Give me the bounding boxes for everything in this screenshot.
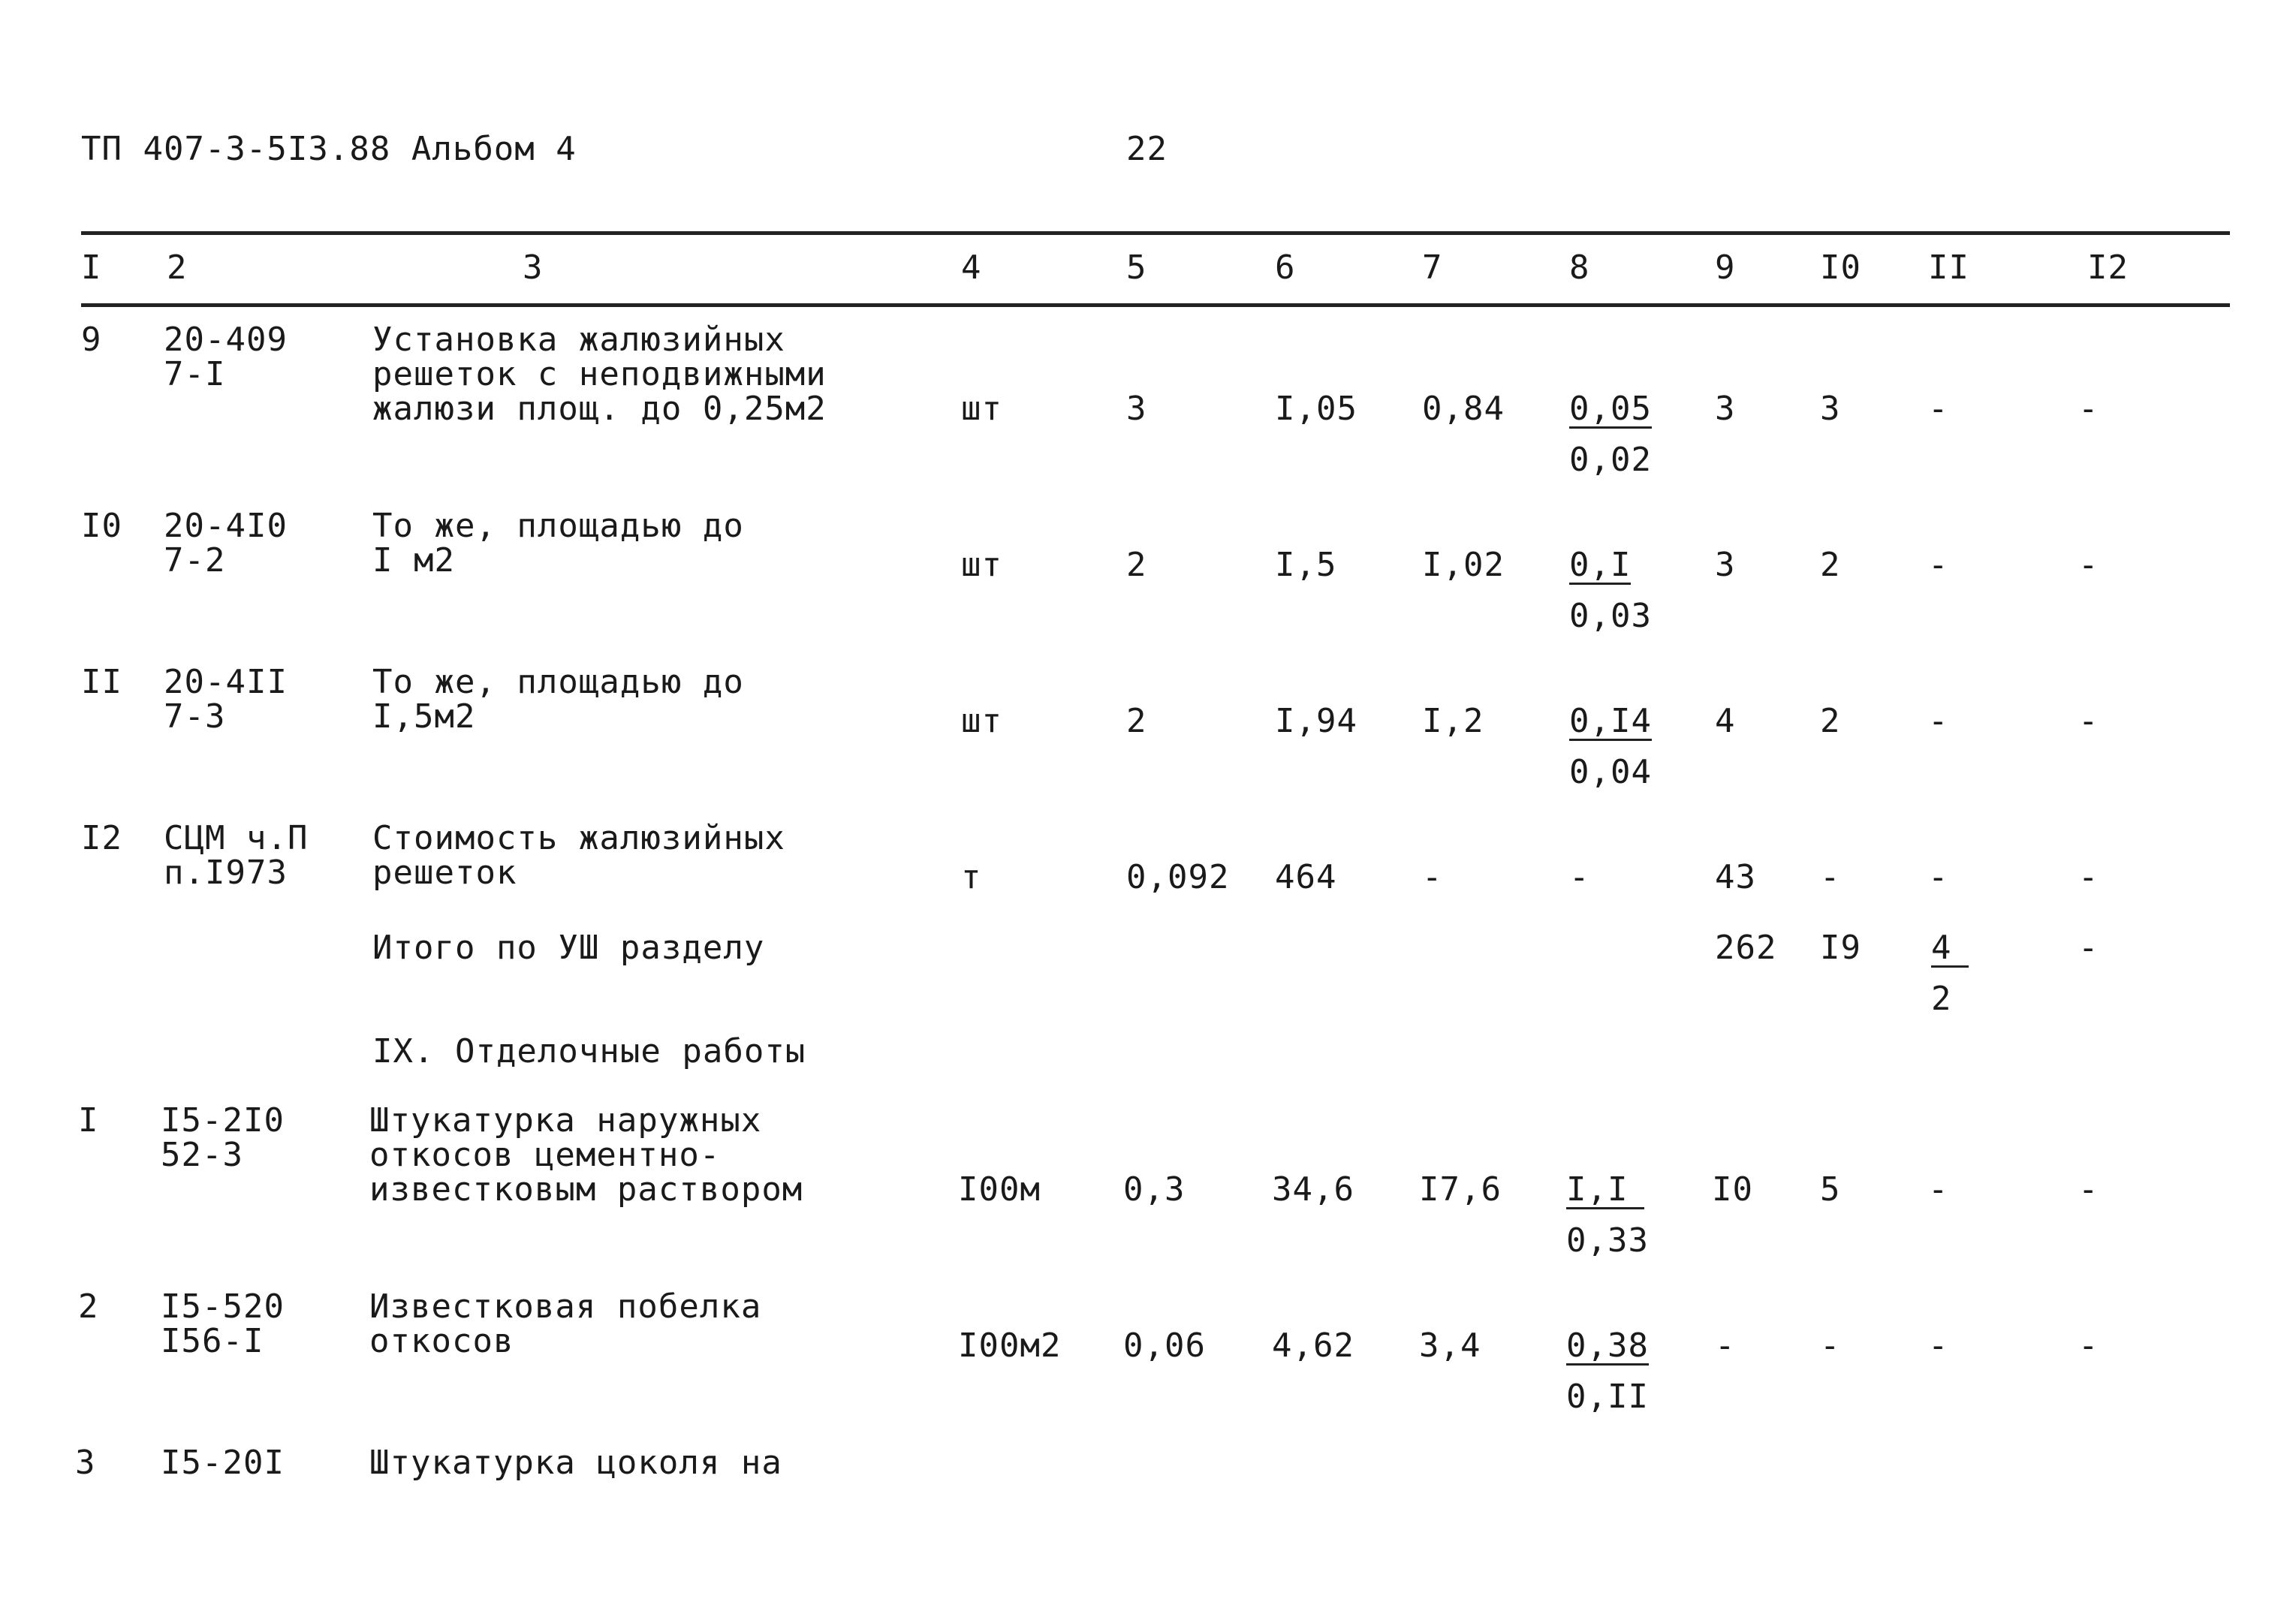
row-description: То же, площадью до	[372, 507, 744, 545]
row-unit: I00м2	[958, 1326, 1062, 1365]
row-col5: 3	[1126, 390, 1147, 428]
row-description: откосов цементно-	[369, 1136, 721, 1174]
row-col8-bottom: 0,02	[1569, 441, 1652, 479]
page-number: 22	[1126, 130, 1168, 168]
row-code: I5-20I	[161, 1444, 285, 1482]
col8-top-value: 0,05	[1569, 390, 1652, 428]
col-header-8: 8	[1569, 248, 1590, 287]
row-unit: т	[961, 858, 982, 896]
row-description: Установка жалюзийных	[372, 321, 785, 359]
row-col8-bottom: 0,03	[1569, 597, 1652, 635]
row-col12: -	[2078, 390, 2099, 428]
subtotal-col10: I9	[1820, 929, 1861, 967]
row-col10: 2	[1820, 702, 1841, 740]
row-col6: 464	[1275, 858, 1337, 896]
col-header-9: 9	[1715, 248, 1736, 287]
row-number: I2	[81, 819, 122, 857]
section-title: IX. Отделочные работы	[372, 1032, 806, 1071]
row-code: СЦМ ч.П	[164, 819, 309, 857]
row-col10: -	[1820, 858, 1841, 896]
col8-top-value: I,I	[1566, 1173, 1644, 1209]
col11-top-value: 4	[1931, 931, 1969, 968]
row-col10: 3	[1820, 390, 1841, 428]
subtotal-col11-bottom: 2	[1931, 980, 1952, 1018]
row-col11: -	[1928, 858, 1949, 896]
row-number: I0	[81, 507, 122, 545]
row-col10: 2	[1820, 546, 1841, 584]
row-unit: шт	[961, 702, 1002, 740]
row-col10: 5	[1820, 1170, 1841, 1209]
row-col8-top	[1569, 704, 1652, 741]
subtotal-col11-top	[1931, 931, 1969, 968]
row-col7: -	[1422, 858, 1443, 896]
row-code: 7-I	[164, 355, 226, 393]
row-col8: -	[1569, 858, 1590, 896]
row-number: 2	[78, 1287, 99, 1326]
row-col6: I,94	[1275, 702, 1357, 740]
row-col6: 34,6	[1272, 1170, 1354, 1209]
row-col7: I,2	[1422, 702, 1484, 740]
document-title: ТП 407-3-5I3.88 Альбом 4	[81, 130, 577, 168]
row-col11: -	[1928, 702, 1949, 740]
row-col12: -	[2078, 858, 2099, 896]
row-code: 7-3	[164, 697, 226, 736]
col-header-3: 3	[523, 248, 544, 287]
row-col6: I,05	[1275, 390, 1357, 428]
row-description: То же, площадью до	[372, 663, 744, 701]
row-col11: -	[1928, 390, 1949, 428]
col-header-11: II	[1928, 248, 1969, 287]
row-col5: 2	[1126, 702, 1147, 740]
row-code: I5-520	[161, 1287, 285, 1326]
row-number: 9	[81, 321, 102, 359]
row-col5: 0,092	[1126, 858, 1230, 896]
col-header-12: I2	[2087, 248, 2129, 287]
col-header-5: 5	[1126, 248, 1147, 287]
row-col9: I0	[1712, 1170, 1753, 1209]
row-code: I56-I	[161, 1322, 264, 1360]
col-header-2: 2	[167, 248, 188, 287]
row-col5: 2	[1126, 546, 1147, 584]
col-header-7: 7	[1422, 248, 1443, 287]
row-description: I,5м2	[372, 697, 476, 736]
row-col10: -	[1820, 1326, 1841, 1365]
row-description: I м2	[372, 541, 455, 580]
row-col8-top	[1566, 1170, 1644, 1209]
row-col8-top	[1569, 548, 1631, 585]
table-top-rule	[81, 231, 2230, 235]
subtotal-label: Итого по УШ разделу	[372, 929, 765, 967]
row-col5: 0,3	[1123, 1170, 1186, 1209]
row-description: известковым раствором	[369, 1170, 803, 1209]
row-code: 7-2	[164, 541, 226, 580]
row-col12: -	[2078, 546, 2099, 584]
row-description: решеток	[372, 854, 517, 892]
row-number: I	[78, 1101, 99, 1140]
row-col8-bottom: 0,04	[1569, 753, 1652, 791]
row-col11: -	[1928, 546, 1949, 584]
row-number: II	[81, 663, 122, 701]
row-col12: -	[2078, 1170, 2099, 1209]
row-col7: 0,84	[1422, 390, 1505, 428]
table-header-rule	[81, 303, 2230, 307]
subtotal-col9: 262	[1715, 929, 1777, 967]
row-number: 3	[75, 1444, 96, 1482]
col-header-6: 6	[1275, 248, 1296, 287]
col-header-1: I	[81, 248, 102, 287]
row-col7: I,02	[1422, 546, 1505, 584]
row-code: 20-409	[164, 321, 288, 359]
col-header-4: 4	[961, 248, 982, 287]
row-col9: 4	[1715, 702, 1736, 740]
row-col5: 0,06	[1123, 1326, 1206, 1365]
subtotal-col12: -	[2078, 929, 2099, 967]
col8-top-value: 0,I4	[1569, 702, 1652, 740]
row-description: Известковая побелка	[369, 1287, 762, 1326]
row-code: п.I973	[164, 854, 288, 892]
row-col8-top	[1566, 1326, 1649, 1366]
row-code: 52-3	[161, 1136, 243, 1174]
col8-top-value: 0,I	[1569, 546, 1632, 584]
row-col7: I7,6	[1419, 1170, 1502, 1209]
row-col8-bottom: 0,II	[1566, 1378, 1649, 1416]
row-description: Стоимость жалюзийных	[372, 819, 785, 857]
row-col9: 3	[1715, 546, 1736, 584]
row-col12: -	[2078, 1326, 2099, 1365]
row-description: Штукатурка наружных	[369, 1101, 762, 1140]
row-col9: 43	[1715, 858, 1756, 896]
row-code: 20-4I0	[164, 507, 288, 545]
row-col6: I,5	[1275, 546, 1337, 584]
row-description: Штукатурка цоколя на	[369, 1444, 782, 1482]
row-unit: шт	[961, 546, 1002, 584]
row-col11: -	[1928, 1170, 1949, 1209]
row-col11: -	[1928, 1326, 1949, 1365]
row-col8-top	[1569, 392, 1652, 429]
row-unit: I00м	[958, 1170, 1041, 1209]
row-col9: -	[1715, 1326, 1736, 1365]
row-unit: шт	[961, 390, 1002, 428]
row-col12: -	[2078, 702, 2099, 740]
col8-top-value: 0,38	[1566, 1326, 1649, 1365]
row-col6: 4,62	[1272, 1326, 1354, 1365]
row-col8-bottom: 0,33	[1566, 1221, 1649, 1260]
row-col7: 3,4	[1419, 1326, 1481, 1365]
row-description: решеток с неподвижными	[372, 355, 827, 393]
row-code: 20-4II	[164, 663, 288, 701]
row-description: жалюзи площ. до 0,25м2	[372, 390, 827, 428]
row-description: откосов	[369, 1322, 514, 1360]
row-col9: 3	[1715, 390, 1736, 428]
row-code: I5-2I0	[161, 1101, 285, 1140]
col-header-10: I0	[1820, 248, 1861, 287]
